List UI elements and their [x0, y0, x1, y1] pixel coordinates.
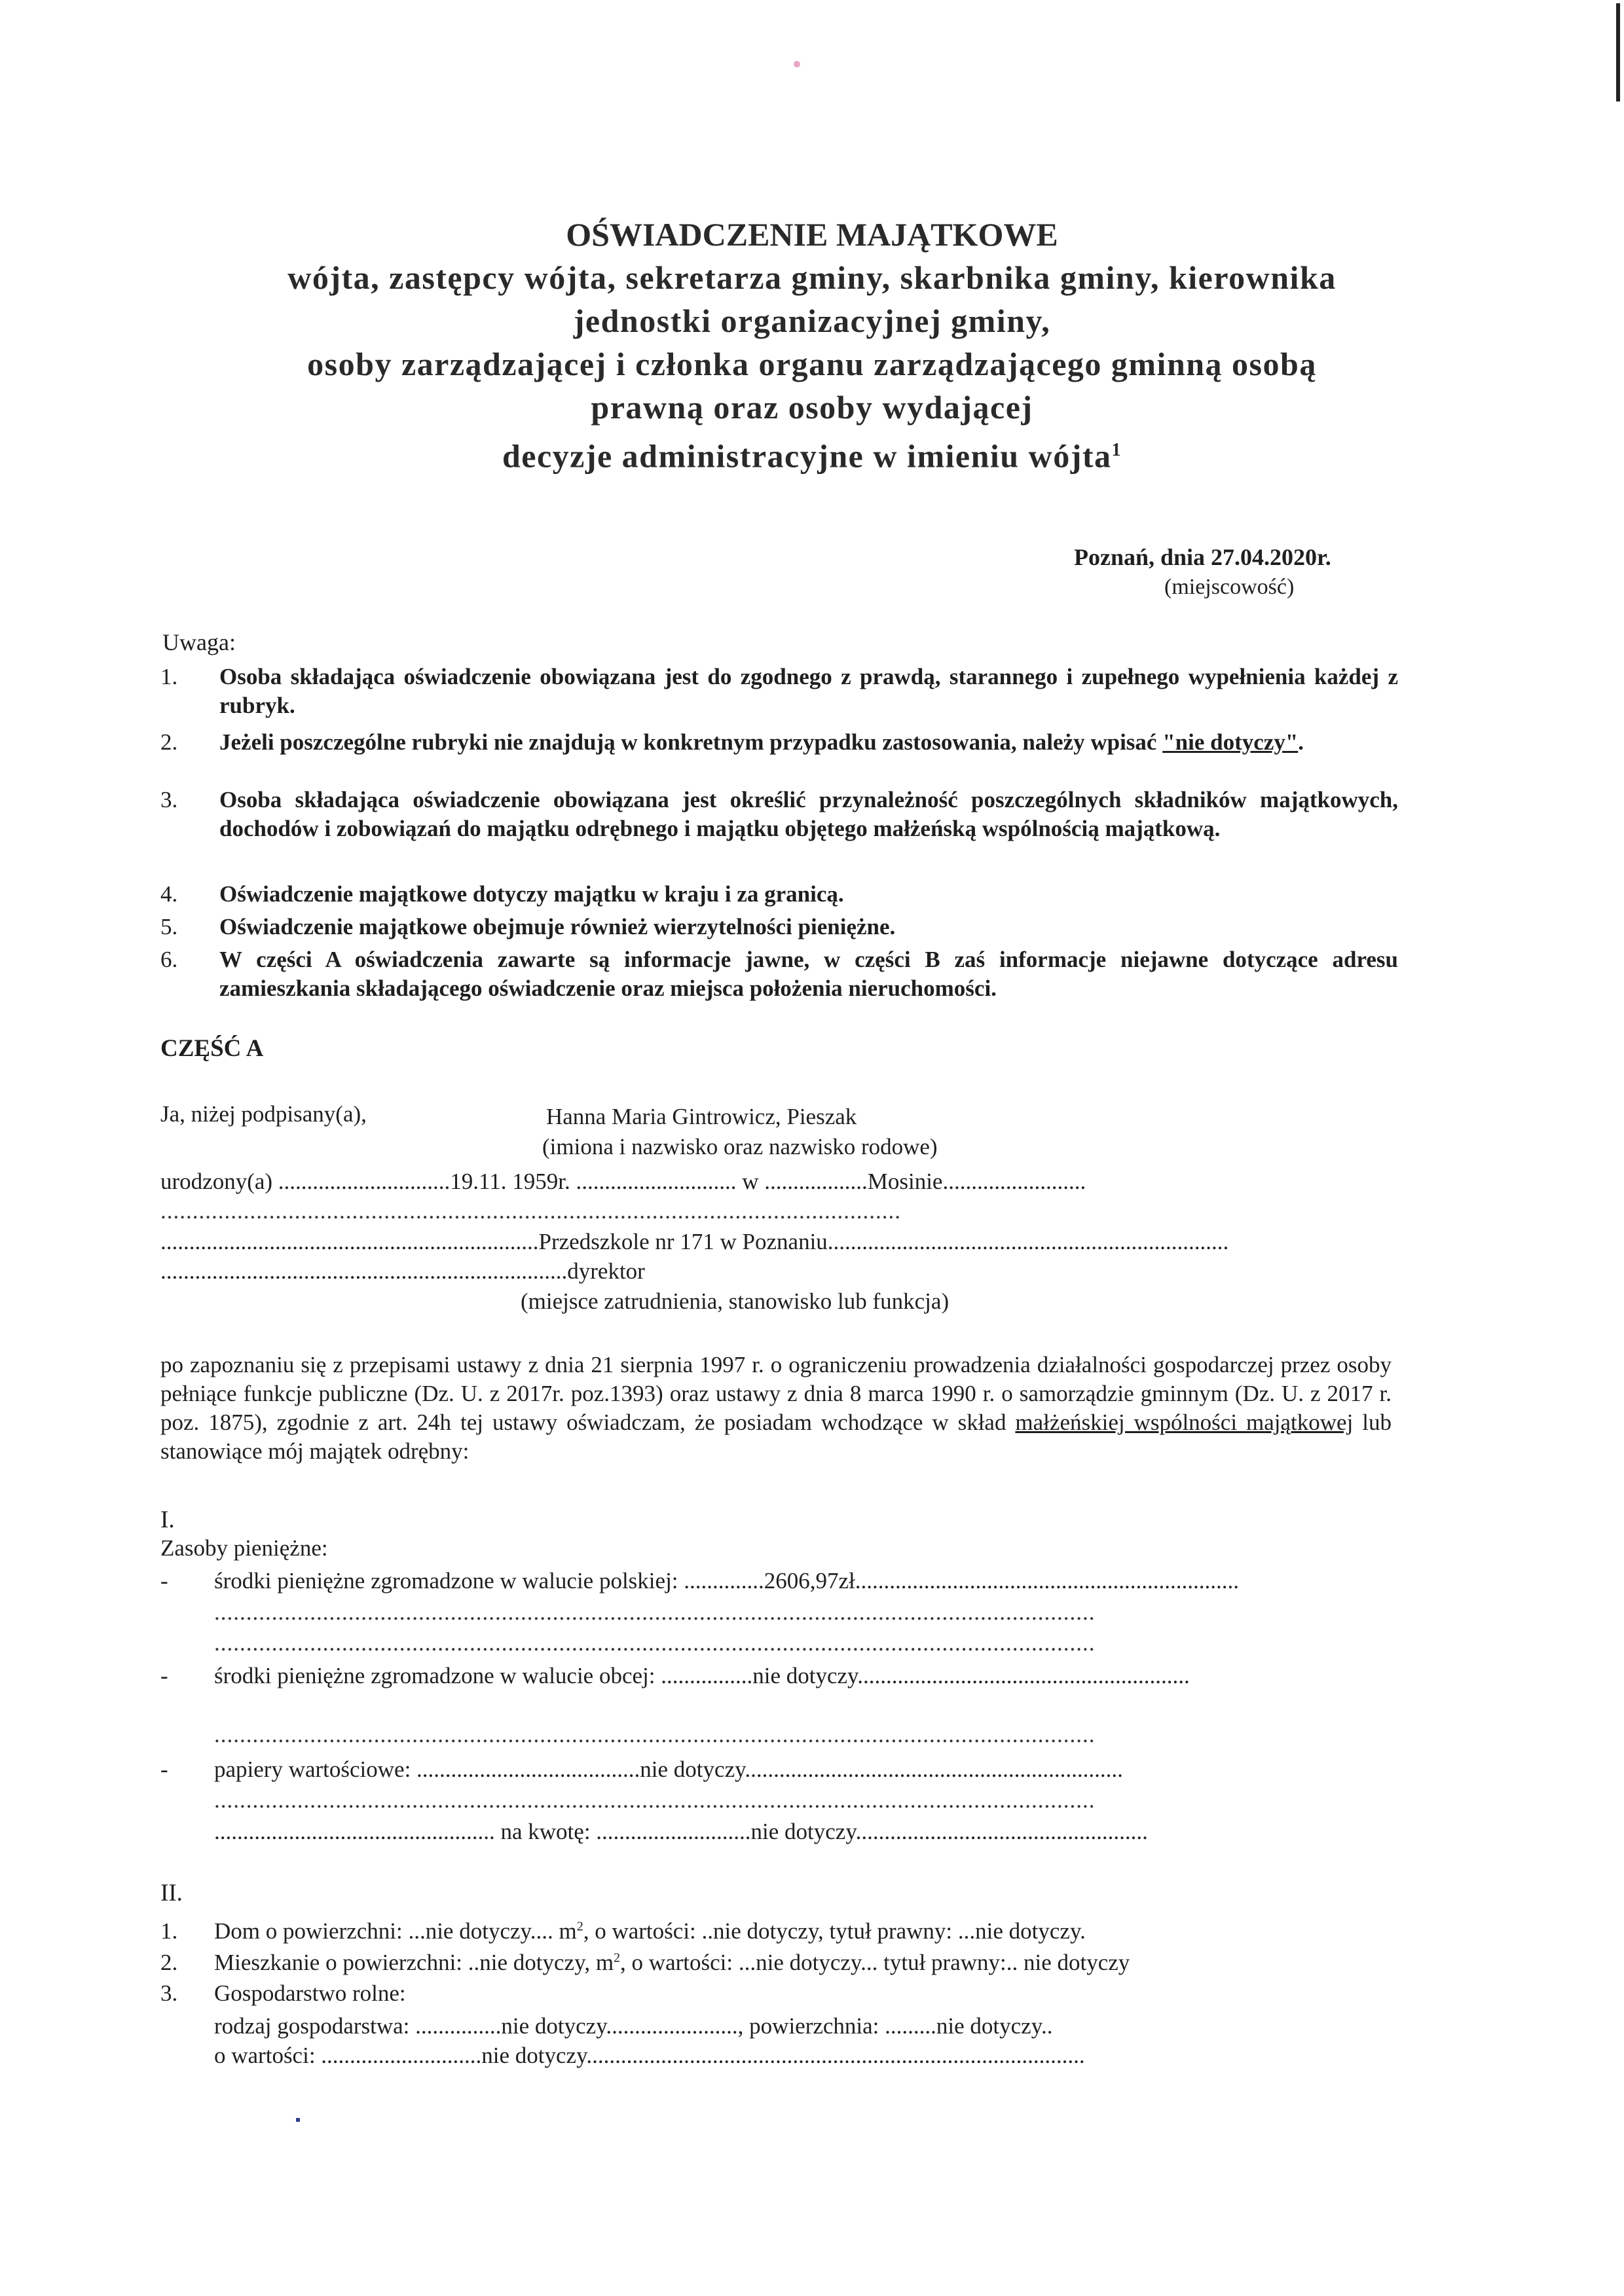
securities-amount-line: ................................................. na kwotę: ...........................nie dotyczy...................................................: [214, 1819, 1148, 1844]
section-1-subheading: Zasoby pieniężne:: [160, 1535, 328, 1561]
title-line: jednostki organizacyjnej gminy,: [573, 302, 1051, 339]
list-dash: -: [160, 1757, 168, 1782]
list-number: 3.: [160, 1980, 178, 2006]
document-title: [170, 213, 1454, 478]
dotted-line: ..........................................................................................................................................: [214, 1599, 1096, 1625]
ink-dot: [296, 2118, 300, 2122]
scan-edge-mark: [1616, 3, 1620, 101]
farm-type-line: rodzaj gospodarstwa: ...............nie dotyczy......................., powierzchnia: .........nie dotyczy..: [214, 2013, 1053, 2039]
note-number: 6.: [160, 947, 178, 972]
place-label: (miejscowość): [1164, 575, 1295, 599]
list-number: 1.: [160, 1918, 178, 1944]
title-line: wójta, zastępcy wójta, sekretarza gminy, skarbnika gminy, kierownika: [287, 259, 1337, 296]
part-a-heading: CZĘŚĆ A: [160, 1035, 264, 1062]
house-line: Dom o powierzchni: ...nie dotyczy.... $m^2$, o wartości: ..nie dotyczy, tytuł prawny: ...nie dotyczy.: [214, 1918, 1086, 1944]
note-number: 1.: [160, 664, 178, 689]
section-1-heading: I.: [160, 1506, 175, 1533]
declaration-paragraph: po zapoznaniu się z przepisami ustawy z dnia 21 sierpnia 1997 r. o ograniczeniu prowadzenia działalności gospodarczej przez osoby pełniące funkcje publiczne (Dz. U. z 2017r. poz.1393) oraz ustawy z dnia 8 marca 1990 r. o samorządzie gminnym (Dz. U. z 2017 r. poz. 1875), zgodnie z art. 24h tej ustawy oświadczam, że posiadam wchodzące w skład małżeńskiej wspólności majątkowej lub stanowiące mój majątek odrębny:: [160, 1352, 1392, 1464]
signer-name-caption: (imiona i nazwisko oraz nazwisko rodowe): [542, 1134, 938, 1159]
apartment-line: Mieszkanie o powierzchni: ..nie dotyczy, $m^2$, o wartości: ...nie dotyczy... tytuł prawny:.. nie dotyczy: [214, 1950, 1130, 1975]
title-line: osoby zarządzającej i członka organu zarządzającego gminną osobą: [307, 346, 1317, 382]
cash-pln-line: środki pieniężne zgromadzone w walucie polskiej: ..............2606,97zł...................................................................: [214, 1568, 1240, 1594]
scan-artifact-dot: [794, 61, 800, 67]
title-line-last: decyzje administracyjne w imieniu wójta$^1$: [502, 437, 1122, 475]
workplace-caption: (miejsce zatrudnienia, stanowisko lub funkcja): [521, 1288, 950, 1314]
title-main: OŚWIADCZENIE MAJĄTKOWE: [566, 216, 1058, 253]
note-text: Oświadczenie majątkowe obejmuje również wierzytelności pieniężne.: [219, 914, 896, 939]
list-dash: -: [160, 1663, 168, 1688]
dotted-line: ..........................................................................................................................................: [214, 1787, 1096, 1813]
list-dash: -: [160, 1568, 168, 1594]
born-line: urodzony(a) ..............................19.11. 1959r. ............................ w ..................Mosinie.........................: [160, 1169, 1086, 1194]
note-number: 5.: [160, 914, 178, 939]
title-line: prawną oraz osoby wydającej: [591, 389, 1033, 426]
cash-foreign-line: środki pieniężne zgromadzone w walucie obcej: ................nie dotyczy..........................................................: [214, 1663, 1190, 1688]
note-text: Jeżeli poszczególne rubryki nie znajdują w konkretnym przypadku zastosowania, należy wpisać "nie dotyczy".: [219, 729, 1304, 755]
note-text: Oświadczenie majątkowe dotyczy majątku w kraju i za granicą.: [219, 881, 844, 907]
note-text: Osoba składająca oświadczenie obowiązana jest do zgodnego z prawdą, starannego i zupełnego wypełnienia każdej z rubryk.: [219, 664, 1398, 718]
dotted-line: ..........................................................................................................................................: [214, 1722, 1096, 1747]
farm-value-line: o wartości: ............................nie dotyczy.......................................................................................: [214, 2043, 1085, 2068]
note-text: W części A oświadczenia zawarte są informacje jawne, w części B zaś informacje niejawne dotyczące adresu zamieszkania składającego oświadczenie oraz miejsca położenia nieruchomości.: [219, 947, 1398, 1001]
notes-heading: Uwaga:: [162, 629, 236, 655]
underlined-phrase: małżeńskiej wspólności majątkowej: [1015, 1410, 1354, 1435]
signer-name: Hanna Maria Gintrowicz, Pieszak: [546, 1104, 857, 1129]
note-text: Osoba składająca oświadczenie obowiązana jest określić przynależność poszczególnych składników majątkowych, dochodów i zobowiązań do majątku odrębnego i majątku objętego małżeńską wspólnością majątkową.: [219, 787, 1398, 841]
dotted-line: ....................................................................................................................: [160, 1198, 901, 1224]
list-number: 2.: [160, 1950, 178, 1975]
note-number: 3.: [160, 787, 178, 812]
underlined-phrase: "nie dotyczy": [1162, 729, 1299, 755]
signer-label: Ja, niżej podpisany(a),: [160, 1101, 367, 1127]
place-date: Poznań, dnia 27.04.2020r.: [1074, 544, 1331, 570]
note-number: 2.: [160, 729, 178, 755]
farm-heading: Gospodarstwo rolne:: [214, 1980, 406, 2006]
section-2-heading: II.: [160, 1880, 183, 1906]
dotted-line: ..........................................................................................................................................: [214, 1630, 1096, 1656]
note-number: 4.: [160, 881, 178, 907]
securities-line: papiery wartościowe: .......................................nie dotyczy..................................................................: [214, 1757, 1123, 1782]
footnote-mark: 1: [1111, 440, 1122, 460]
workplace-line: ..................................................................Przedszkole nr 171 w Poznaniu......................................................................: [160, 1229, 1229, 1254]
position-line: .......................................................................dyrektor: [160, 1258, 645, 1284]
